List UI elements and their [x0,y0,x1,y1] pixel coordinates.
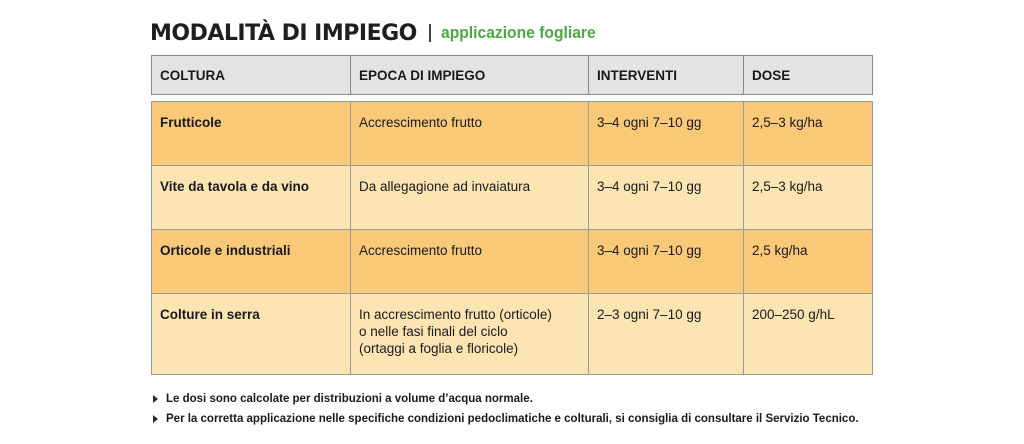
epoch-cell [351,230,589,294]
epoch-cell [351,294,589,375]
page-title: MODALITÀ DI IMPIEGO [150,20,417,46]
crop-cell: Colture in serra [152,294,351,375]
epoch-line: Accrescimento frutto [359,115,483,130]
table-row [152,102,873,166]
footnote [153,389,859,409]
title-row [150,18,609,48]
interventions-cell: 3–4 ogni 7–10 gg [589,230,744,294]
column-header-coltura: COLTURA [152,56,351,95]
table-row [152,230,873,294]
epoch-line: Da allegagione ad invaiatura [359,179,531,194]
crop-cell: Orticole e industriali [152,230,351,294]
usage-table [151,55,873,375]
epoch-cell [351,102,589,166]
title-separator [429,24,431,42]
dose-cell: 2,5 kg/ha [744,230,873,294]
arrow-icon [153,395,158,403]
epoch-line: (ortaggi a foglia e floricole) [359,341,519,356]
interventions-cell: 3–4 ogni 7–10 gg [589,102,744,166]
crop-cell: Vite da tavola e da vino [152,166,351,230]
footnote-text: Per la corretta applicazione nelle specifiche condizioni pedoclimatiche e colturali, si consiglia di consultare il Servizio Tecnico. [166,413,859,425]
table-row [152,294,873,375]
dose-cell: 200–250 g/hL [744,294,873,375]
table-row [152,166,873,230]
footnote [153,409,859,429]
interventions-cell: 2–3 ogni 7–10 gg [589,294,744,375]
footnotes [153,389,859,429]
table-header-row [152,56,873,95]
page-subtitle: applicazione fogliare [440,23,596,42]
epoch-line: In accrescimento frutto (orticole) [359,307,552,322]
epoch-cell [351,166,589,230]
epoch-line: o nelle fasi finali del ciclo [359,324,508,339]
dose-cell: 2,5–3 kg/ha [744,166,873,230]
epoch-line: Accrescimento frutto [359,243,483,258]
column-header-dose: DOSE [744,56,873,95]
dose-cell: 2,5–3 kg/ha [744,102,873,166]
arrow-icon [153,415,158,423]
column-header-epoca: EPOCA DI IMPIEGO [351,56,589,95]
column-header-interventi: INTERVENTI [589,56,744,95]
table-spacer [152,95,873,102]
crop-cell: Frutticole [152,102,351,166]
footnote-text: Le dosi sono calcolate per distribuzioni a volume d’acqua normale. [166,393,533,405]
interventions-cell: 3–4 ogni 7–10 gg [589,166,744,230]
